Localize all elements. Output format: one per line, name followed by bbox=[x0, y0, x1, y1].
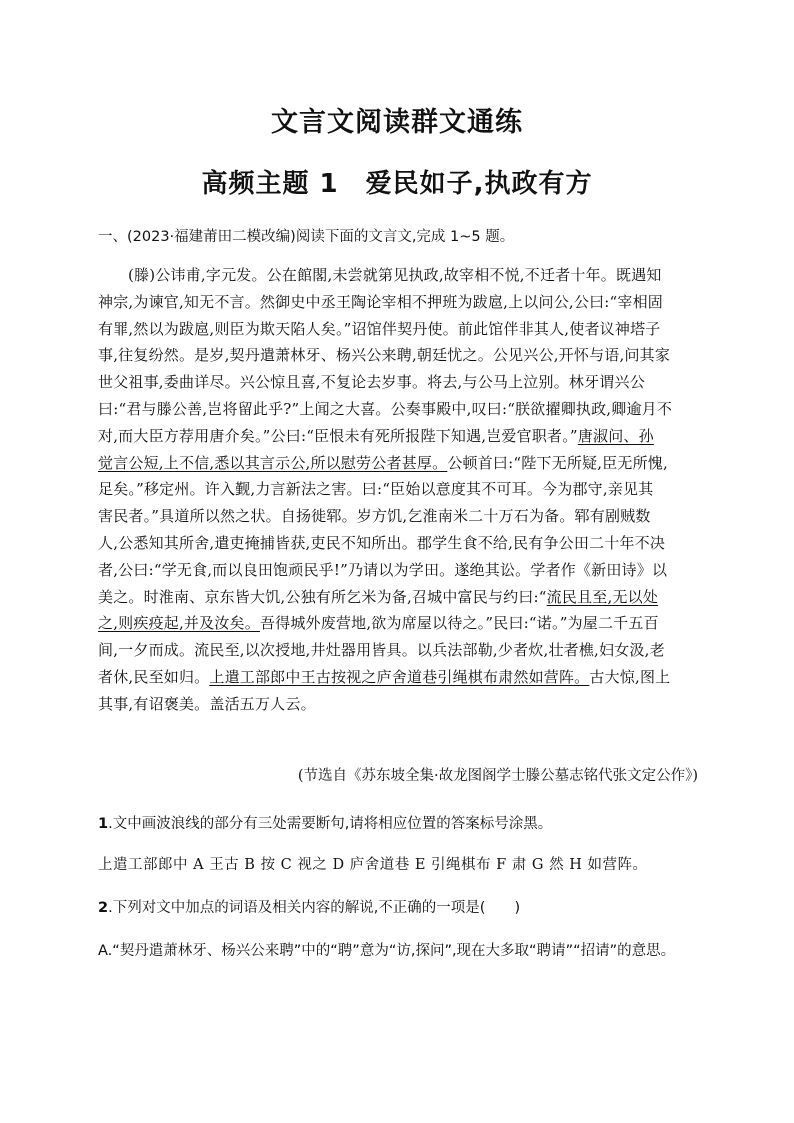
text-segment: 其事,有诏褒美。盖活五万人云。 bbox=[98, 694, 316, 713]
question-1-number: 1 bbox=[98, 816, 109, 832]
text-segment: 对,而大臣方荐用唐介矣。”公曰:“臣恨未有死所报陛下知遇,岂爱官职者。” bbox=[98, 426, 578, 445]
text-segment: 者,公曰:“学无食,而以良田饱顽民乎!”乃请以为学田。遂绝其讼。学者作《新田诗》以 bbox=[98, 560, 668, 579]
text-segment: 吾得城外废营地,欲为席屋以待之。”民曰:“诺。”为屋二千五百 bbox=[259, 614, 659, 633]
text-segment: 世父祖事,委曲详尽。兴公惊且喜,不复论去岁事。将去,与公马上泣别。林牙谓兴公 bbox=[98, 373, 645, 392]
passage-line bbox=[98, 262, 698, 289]
question-2-number: 2 bbox=[98, 900, 109, 916]
text-segment: 间,一夕而成。流民至,以次授地,井灶器用皆具。以兵法部勒,少者炊,壮者樵,妇女汲,老 bbox=[98, 641, 665, 660]
question-1-options: 上遣工部郎中 A 王古 B 按 C 视之 D 庐舍道巷 E 引绳棋布 F 肃 G 然 H 如营阵。 bbox=[98, 857, 648, 873]
text-segment: 曰:“君与滕公善,岂将留此乎?”上闻之大喜。公奏事殿中,叹曰:“朕欲擢卿执政,卿逾月不 bbox=[98, 399, 673, 418]
underlined-segment: 之,则疾疫起,并及汝矣。 bbox=[98, 614, 260, 633]
underlined-segment: 流民且至,无以处 bbox=[546, 587, 659, 606]
passage-line bbox=[98, 316, 698, 343]
question-1-text: .文中画波浪线的部分有三处需要断句,请将相应位置的答案标号涂黑。 bbox=[108, 816, 553, 832]
passage-line bbox=[98, 476, 698, 503]
passage-line bbox=[98, 503, 698, 530]
text-segment: 者休,民至如归。 bbox=[98, 667, 210, 686]
question-2 bbox=[98, 896, 520, 917]
text-segment: 神宗,为谏官,知无不言。然御史中丞王陶论宰相不押班为跋扈,上以问公,公曰:“宰相固 bbox=[98, 292, 663, 311]
passage-line bbox=[98, 691, 698, 718]
text-segment: 足矣。”移定州。许入觐,力言新法之害。曰:“臣始以意度其不可耳。今为郡守,亲见其 bbox=[98, 480, 654, 499]
topic-title: 高频主题 1 爱民如子,执政有方 bbox=[201, 169, 593, 199]
passage-line bbox=[98, 450, 698, 477]
text-segment: (滕)公讳甫,字元发。公在館閣,未尝就第见执政,故宰相不悦,不迁者十年。既遇知 bbox=[128, 266, 662, 284]
text-segment: 害民者。”具道所以然之状。自扬徙郓。岁方饥,乞淮南米二十万石为备。郓有剧贼数 bbox=[98, 507, 651, 526]
passage-line bbox=[98, 557, 698, 584]
passage-line bbox=[98, 637, 698, 664]
passage-line bbox=[98, 396, 698, 423]
passage-line bbox=[98, 584, 698, 611]
passage-line bbox=[98, 530, 698, 557]
passage-line bbox=[98, 610, 698, 637]
text-segment: 有罪,然以为跋扈,则臣为欺天陷人矣。”诏馆伴契丹使。前此馆伴非其人,使者议神塔子 bbox=[98, 319, 661, 338]
underlined-segment: 唐淑问、孙 bbox=[577, 426, 654, 445]
question-2-option-a: A.“契丹遣萧林牙、杨兴公来聘”中的“聘”意为“访,探问”,现在大多取“聘请”“招请”的意思。 bbox=[98, 943, 676, 959]
passage-line bbox=[98, 664, 698, 691]
text-segment: 公顿首曰:“陛下无所疑,臣无所愧, bbox=[447, 453, 668, 472]
passage-line bbox=[98, 423, 698, 450]
text-segment: 人,公悉知其所舍,遣吏掩捕皆获,吏民不知所出。郡学生食不给,民有争公田二十年不决 bbox=[98, 533, 666, 552]
passage-source: (节选自《苏东坡全集·故龙图阁学士滕公墓志铭代张文定公作》) bbox=[297, 768, 698, 784]
text-segment: 美之。时淮南、京东皆大饥,公独有所乞米为备,召城中富民与约曰:“ bbox=[98, 587, 547, 606]
classical-passage bbox=[98, 262, 698, 718]
passage-line bbox=[98, 289, 698, 316]
section-heading: 一、(2023·福建莆田二模改编)阅读下面的文言文,完成 1~5 题。 bbox=[98, 229, 515, 245]
page-title: 文言文阅读群文通练 bbox=[271, 107, 523, 138]
underlined-segment: 觉言公短,上不信,悉以其言示公,所以慰劳公者甚厚。 bbox=[98, 453, 448, 472]
passage-line bbox=[98, 342, 698, 369]
question-2-text: .下列对文中加点的词语及相关内容的解说,不正确的一项是( ) bbox=[108, 900, 521, 916]
passage-line bbox=[98, 369, 698, 396]
text-segment: 事,往复纷然。是岁,契丹遣萧林牙、杨兴公来聘,朝廷忧之。公见兴公,开怀与语,问其家 bbox=[98, 346, 671, 365]
underlined-segment: 上遣工部郎中王古按视之庐舍道巷引绳棋布肃然如营阵。 bbox=[209, 667, 590, 686]
question-1 bbox=[98, 812, 552, 833]
text-segment: 古大惊,图上 bbox=[589, 667, 671, 686]
